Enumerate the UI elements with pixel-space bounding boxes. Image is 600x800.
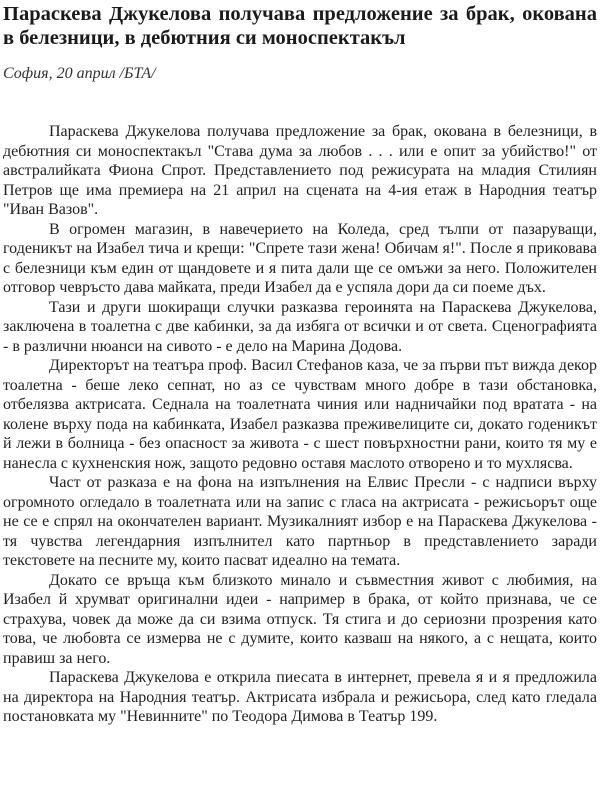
paragraph: Докато се връща към близкото минало и съвместния живот с любимия, на Изабел й хрумват оригинални идеи - например в брака, от който признава, че се страхува, човек да може да си взима отпуск. Тя стига и до сериозни прозрения като това, че любовта се измерва не с думите, които казваш на някого, а с нещата, които правиш за него. <box>3 571 597 667</box>
paragraph: Параскева Джукелова получава предложение за брак, окована в белезници, в дебютния си моноспектакъл "Става дума за любов . . . или е опит за убийство!" от австралийката Фиона Спрот. Представлението под режисурата на младия Стилиян Петров ще има премиера на 21 април на сцената на 4-ия етаж в Народния театър "Иван Вазов". <box>3 123 597 218</box>
paragraph: Параскева Джукелова е открила пиесата в интернет, превела я и я предложила на директора на Народния театър. Актрисата избрала и режисьора, след като гледала постановката му "Невинните" по Теодора Димова в Театър 199. <box>3 669 597 725</box>
paragraph: Част от разказа е на фона на изпълнения на Елвис Пресли - с надписи върху огромното огледало в тоалетната или на запис с гласа на актрисата - режисьорът още не се е спрял на окончателен вариант. Музикалният избор е на Параскева Джукелова - тя чувства легендарния изпълнител като партньор в представлението заради текстовете на песните му, които пасват идеално на темата. <box>3 474 597 569</box>
paragraph: Тази и други шокиращи случки разказва героинята на Параскева Джукелова, заключена в тоалетна с две кабинки, за да избяга от всички и от света. Сценографията - в различни нюанси на сивото - е дело на Марина Додова. <box>3 298 597 355</box>
article-title: Параскева Джукелова получава предложение за брак, окована в белезници, в дебютния си моноспектакъл <box>3 3 597 49</box>
article-body <box>3 122 597 727</box>
article-dateline: София, 20 април /БТА/ <box>3 65 156 82</box>
paragraph: В огромен магазин, в навечерието на Коледа, сред тълпи от пазаруващи, годеникът на Изабел тича и крещи: "Спрете тази жена! Обичам я!". После я приковава с белезници към един от щандовете и я пита дали ще се омъжи за него. Положителен отговор чевръсто дава майката, преди Изабел да е успяла дори да си поеме дъх. <box>3 220 597 296</box>
paragraph: Директорът на театъра проф. Васил Стефанов каза, че за първи път вижда декор тоалетна - беше леко сепнат, но аз се чувствам много добре в тази обстановка, отбелязва актрисата. Седнала на тоалетната чиния или надничайки под вратата - на колене върху пода на кабинката, Изабел разказва преживелиците си, докато годеникът й лежи в болница - без опасност за живота - с шест повърхностни рани, които тя му е нанесла с кухненския нож, защото редовно оставя маслото отворено и то мухлясва. <box>3 357 597 472</box>
